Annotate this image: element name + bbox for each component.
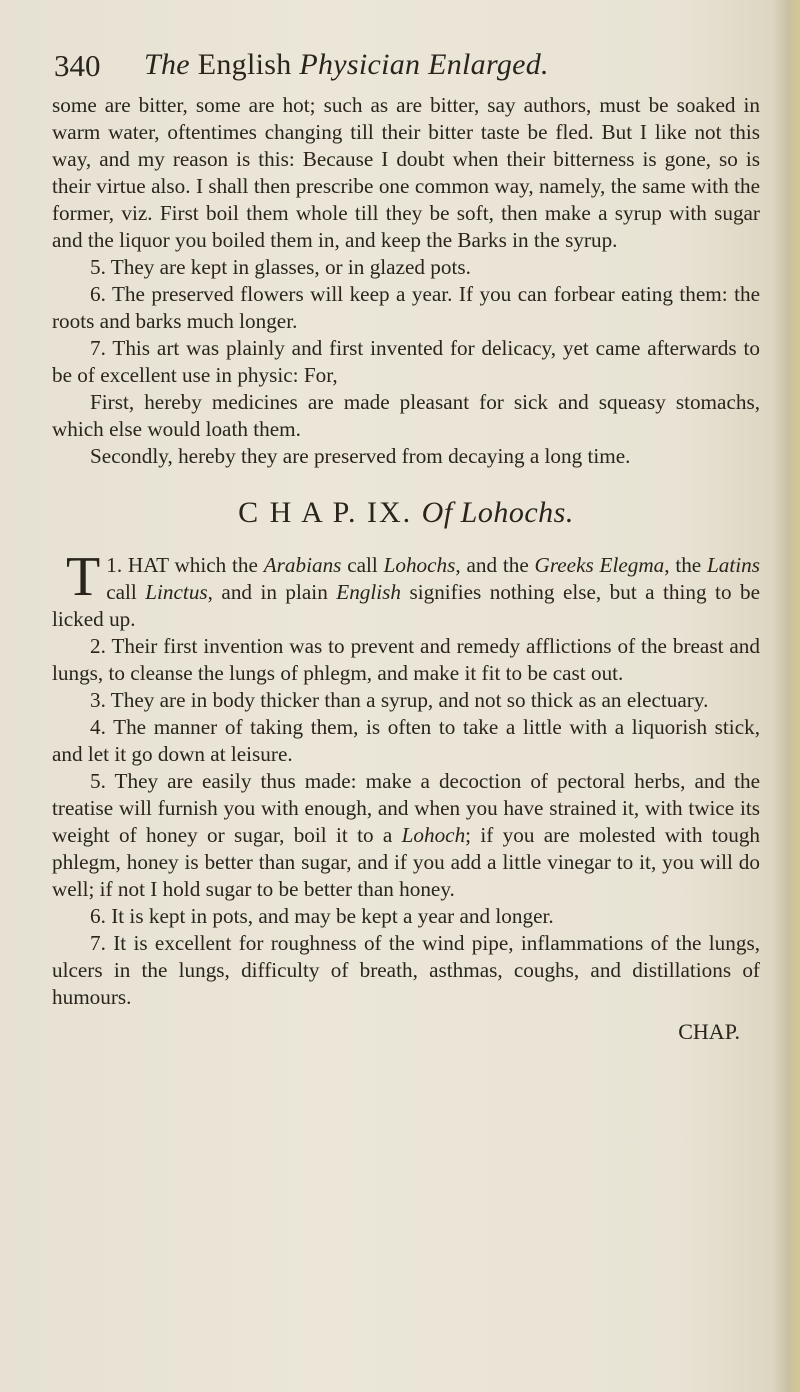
text-run: 5. They are easily thus made: make a decoction of pectoral herbs, and the treatise will furnish you with enough, and when you have strained it, with twice its weight of honey or sugar, boil it to a	[52, 769, 760, 847]
paragraph-6: 6. The preserved flowers will keep a year. If you can forbear eating them: the roots and barks much longer.	[52, 282, 760, 333]
text-run: call	[341, 553, 384, 577]
italic-term: Linctus	[145, 580, 208, 604]
paragraph-first: First, hereby medicines are made pleasant for sick and squeasy stomachs, which else would loath them.	[52, 390, 760, 441]
chapter-heading	[52, 496, 760, 530]
chapter-label: C H A P. IX.	[238, 496, 413, 529]
title-english: English	[197, 48, 292, 81]
text-run: call	[106, 580, 146, 604]
chapter-paragraph-6: 6. It is kept in pots, and may be kept a year and longer.	[90, 904, 554, 928]
running-header	[52, 42, 760, 92]
italic-term: Lohoch	[401, 823, 466, 847]
chapter-paragraph-3: 3. They are in body thicker than a syrup, and not so thick as an electuary.	[90, 688, 709, 712]
chapter-paragraph-4: 4. The manner of taking them, is often to take a little with a liquorish stick, and let it go down at leisure.	[52, 715, 760, 766]
running-title	[144, 48, 549, 82]
text-run: signifies nothing else, but a thing to be licked up.	[52, 580, 760, 631]
chapter-paragraph-2: 2. Their first invention was to prevent and remedy afflictions of the breast and lungs, to cleanse the lungs of phlegm, and make it fit to be cast out.	[52, 634, 760, 685]
text-run: , and in plain	[207, 580, 337, 604]
chapter-title: Of Lohochs.	[421, 496, 574, 529]
paragraph-number: 1.	[106, 553, 123, 577]
italic-term: English	[336, 580, 402, 604]
title-the: The	[144, 48, 190, 81]
paragraph-7: 7. This art was plainly and first invented for delicacy, yet came afterwards to be of excellent use in physic: For,	[52, 336, 760, 387]
text-run: , and the	[455, 553, 535, 577]
text-run: HAT which the	[127, 553, 264, 577]
catchword: CHAP.	[678, 1019, 740, 1044]
title-physician: Physician Enlarged.	[299, 48, 549, 81]
italic-term: Arabians	[263, 553, 342, 577]
chapter-paragraph-5	[52, 768, 760, 903]
italic-term: Greeks Elegma	[534, 553, 665, 577]
paragraph-continued: some are bitter, some are hot; such as are bitter, say authors, must be soaked in warm water, oftentimes changing till their bitter taste be fled. But I like not this way, and my reason is this: Because I doubt when their bitterness is gone, so is their virtue also. I shall then prescribe one common way, namely, the same with the former, viz. First boil them whole till they be soft, then make a syrup with sugar and the liquor you boiled them in, and keep the Barks in the syrup.	[52, 93, 760, 252]
text-run: , the	[664, 553, 707, 577]
paragraph-5: 5. They are kept in glasses, or in glazed pots.	[90, 255, 471, 279]
drop-cap: T	[66, 546, 101, 608]
page-content	[52, 42, 760, 1045]
paragraph-secondly: Secondly, hereby they are preserved from decaying a long time.	[90, 444, 631, 468]
italic-term: Lohochs	[383, 553, 456, 577]
page-number: 340	[54, 48, 101, 83]
text-run: ; if you are molested with tough phlegm, honey is better than sugar, and if you add a little vinegar to it, you will do well; if not I hold sugar to be better than honey.	[52, 823, 761, 901]
page-edge	[772, 0, 800, 1392]
chapter-paragraph-1	[52, 546, 760, 633]
chapter-paragraph-7: 7. It is excellent for roughness of the wind pipe, inflammations of the lungs, ulcers in the lungs, difficulty of breath, asthmas, coughs, and distillations of humours.	[52, 931, 760, 1009]
italic-term: Latins	[707, 553, 760, 577]
